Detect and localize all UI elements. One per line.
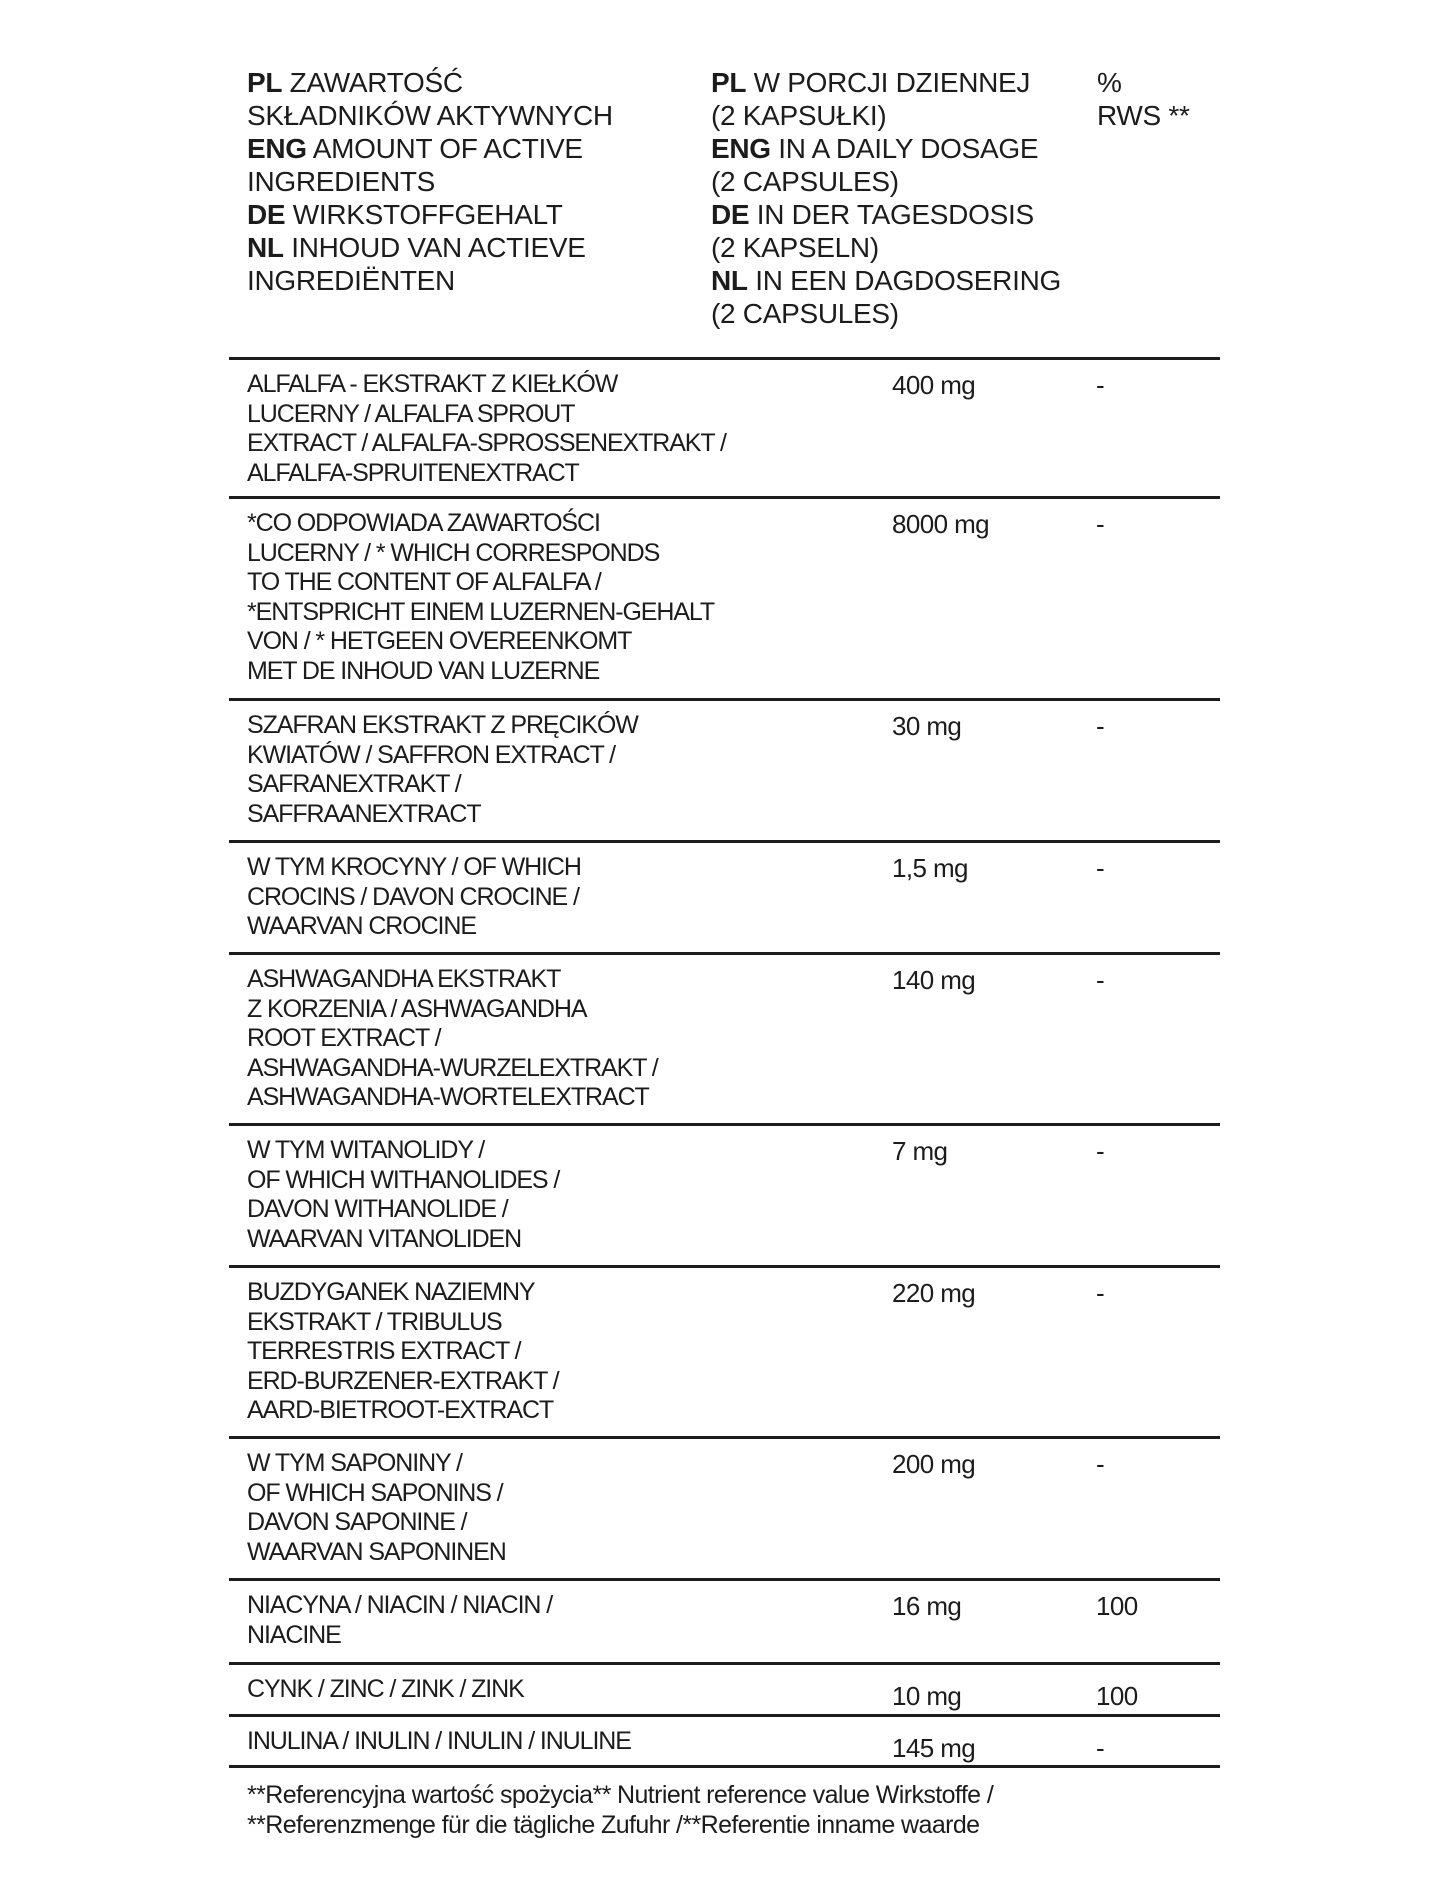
ingredient-amount: 200 mg — [892, 1449, 976, 1479]
ingredient-name-line: ERD-BURZENER-EXTRAKT / — [247, 1366, 559, 1395]
header-text: (2 CAPSULES) — [711, 298, 899, 329]
language-code: DE — [247, 199, 286, 230]
ingredient-name-line: NIACINE — [247, 1620, 341, 1649]
ingredient-name-line: DAVON SAPONINE / — [247, 1508, 467, 1537]
ingredient-name-line: TO THE CONTENT OF ALFALFA / — [247, 568, 601, 597]
ingredient-name-line: OF WHICH SAPONINS / — [247, 1478, 503, 1507]
header-ingredients-column — [247, 66, 667, 297]
ingredient-name-line: SAFFRAANEXTRACT — [247, 799, 481, 828]
header-line — [247, 198, 667, 231]
ingredient-name-line: ROOT EXTRACT / — [247, 1024, 441, 1053]
table-row — [229, 952, 1220, 1123]
header-text: IN EEN DAGDOSERING — [755, 265, 1061, 296]
ingredient-rws-percent: - — [1096, 853, 1105, 883]
ingredient-amount: 8000 mg — [892, 509, 989, 539]
ingredient-name-line: WAARVAN CROCINE — [247, 912, 476, 941]
header-line — [247, 165, 667, 198]
header-line — [1097, 66, 1237, 99]
header-text: WIRKSTOFFGEHALT — [292, 199, 563, 230]
footnote-line: **Referencyjna wartość spożycia** Nutrient reference value Wirkstoffe / — [247, 1781, 994, 1809]
language-code: NL — [247, 232, 284, 263]
header-line — [711, 132, 1091, 165]
ingredient-amount: 400 mg — [892, 370, 976, 400]
table-row — [229, 840, 1220, 952]
ingredient-name-line: WAARVAN VITANOLIDEN — [247, 1224, 522, 1253]
ingredient-name — [229, 1717, 807, 1757]
ingredient-name-line: *ENTSPRICHT EINEM LUZERNEN-GEHALT — [247, 597, 715, 626]
table-row — [229, 1436, 1220, 1578]
ingredient-name — [229, 843, 807, 942]
header-line — [247, 132, 667, 165]
header-text: INGREDIENTS — [247, 166, 436, 197]
ingredient-name — [229, 1126, 807, 1254]
ingredient-rws-percent: - — [1096, 711, 1105, 741]
ingredient-name-line: ASHWAGANDHA-WORTELEXTRACT — [247, 1083, 649, 1112]
header-line — [711, 99, 1091, 132]
ingredient-name-line: KWIATÓW / SAFFRON EXTRACT / — [247, 740, 615, 769]
header-daily-dosage-column — [711, 66, 1091, 330]
header-line — [711, 198, 1091, 231]
header-text: IN DER TAGESDOSIS — [756, 199, 1034, 230]
header-line — [247, 264, 667, 297]
table-row — [229, 496, 1220, 698]
ingredient-name — [229, 1581, 807, 1650]
ingredient-name-line: ALFALFA-SPRUITENEXTRACT — [247, 458, 579, 487]
ingredient-rws-percent: - — [1096, 509, 1105, 539]
ingredient-name-line: MET DE INHOUD VAN LUZERNE — [247, 656, 600, 685]
ingredient-amount: 1,5 mg — [892, 853, 968, 883]
header-line — [711, 231, 1091, 264]
ingredient-name-line: W TYM KROCYNY / OF WHICH — [247, 853, 581, 881]
ingredient-name-line: WAARVAN SAPONINEN — [247, 1537, 506, 1566]
table-row — [229, 1714, 1220, 1768]
header-line — [711, 297, 1091, 330]
language-code: PL — [711, 67, 747, 98]
ingredient-name-line: ASHWAGANDHA EKSTRAKT — [247, 965, 561, 993]
table-row — [229, 1578, 1220, 1662]
header-text: W PORCJI DZIENNEJ — [753, 67, 1031, 98]
ingredient-rws-percent: - — [1096, 965, 1105, 995]
header-line — [247, 231, 667, 264]
ingredient-rws-percent: 100 — [1096, 1591, 1138, 1621]
ingredient-name-line: OF WHICH WITHANOLIDES / — [247, 1165, 560, 1194]
ingredient-name — [229, 1439, 807, 1567]
header-line — [247, 99, 667, 132]
language-code: ENG — [711, 133, 771, 164]
header-text: (2 KAPSELN) — [711, 232, 879, 263]
ingredient-name — [229, 701, 807, 829]
ingredient-amount: 140 mg — [892, 965, 976, 995]
ingredient-name-line: Z KORZENIA / ASHWAGANDHA — [247, 994, 587, 1023]
ingredient-amount: 16 mg — [892, 1591, 962, 1621]
header-text: INGREDIËNTEN — [247, 265, 455, 296]
ingredient-amount: 7 mg — [892, 1136, 948, 1166]
ingredient-name-line: LUCERNY / * WHICH CORRESPONDS — [247, 538, 660, 567]
language-code: NL — [711, 265, 748, 296]
header-text: IN A DAILY DOSAGE — [778, 133, 1039, 164]
language-code: ENG — [247, 133, 307, 164]
table-row — [229, 1265, 1220, 1436]
table-row — [229, 357, 1220, 496]
ingredient-name-line: TERRESTRIS EXTRACT / — [247, 1337, 521, 1366]
header-text: (2 KAPSUŁKI) — [711, 100, 887, 131]
ingredient-name-line: *CO ODPOWIADA ZAWARTOŚCI — [247, 509, 600, 537]
ingredients-table — [229, 357, 1220, 1768]
ingredient-name-line: DAVON WITHANOLIDE / — [247, 1195, 508, 1224]
ingredient-name-line: ALFALFA - EKSTRAKT Z KIEŁKÓW — [247, 370, 618, 398]
ingredient-name-line: CYNK / ZINC / ZINK / ZINK — [247, 1675, 524, 1703]
header-text: (2 CAPSULES) — [711, 166, 899, 197]
header-line — [711, 66, 1091, 99]
ingredient-rws-percent: - — [1096, 1733, 1105, 1763]
ingredient-name — [229, 1268, 807, 1426]
table-row — [229, 1662, 1220, 1714]
footnote-line: **Referenzmenge für die tägliche Zufuhr /**Referentie inname waarde — [247, 1811, 980, 1839]
header-text: ZAWARTOŚĆ — [289, 67, 463, 98]
ingredient-name-line: BUZDYGANEK NAZIEMNY — [247, 1278, 535, 1306]
ingredient-name-line: W TYM WITANOLIDY / — [247, 1136, 485, 1164]
header-text: RWS ** — [1097, 100, 1190, 131]
table-row — [229, 1123, 1220, 1265]
ingredient-name — [229, 360, 807, 488]
header-text: INHOUD VAN ACTIEVE — [291, 232, 586, 263]
ingredient-name-line: SZAFRAN EKSTRAKT Z PRĘCIKÓW — [247, 711, 638, 739]
ingredient-name-line: W TYM SAPONINY / — [247, 1449, 462, 1477]
header-rws-column — [1097, 66, 1237, 132]
ingredient-name — [229, 955, 807, 1113]
table-row — [229, 698, 1220, 840]
ingredient-name-line: EXTRACT / ALFALFA-SPROSSENEXTRAKT / — [247, 429, 726, 458]
ingredient-name-line: SAFRANEXTRAKT / — [247, 770, 461, 799]
footnote — [247, 1780, 1247, 1840]
ingredient-name-line: EKSTRAKT / TRIBULUS — [247, 1307, 502, 1336]
header-text: % — [1097, 67, 1122, 98]
ingredient-amount: 10 mg — [892, 1681, 962, 1711]
ingredient-rws-percent: - — [1096, 1136, 1105, 1166]
header-text: AMOUNT OF ACTIVE — [312, 133, 583, 164]
ingredient-rws-percent: - — [1096, 1449, 1105, 1479]
header-text: SKŁADNIKÓW AKTYWNYCH — [247, 100, 613, 131]
ingredient-name-line: AARD-BIETROOT-EXTRACT — [247, 1396, 554, 1425]
ingredient-name-line: ASHWAGANDHA-WURZELEXTRAKT / — [247, 1053, 658, 1082]
language-code: PL — [247, 67, 283, 98]
ingredient-amount: 220 mg — [892, 1278, 976, 1308]
ingredient-name-line: CROCINS / DAVON CROCINE / — [247, 882, 579, 911]
language-code: DE — [711, 199, 750, 230]
ingredient-name-line: LUCERNY / ALFALFA SPROUT — [247, 399, 575, 428]
header-line — [247, 66, 667, 99]
header-line — [711, 264, 1091, 297]
header-line — [711, 165, 1091, 198]
ingredient-name-line: NIACYNA / NIACIN / NIACIN / — [247, 1591, 553, 1619]
ingredient-name-line: VON / * HETGEEN OVEREENKOMT — [247, 627, 632, 656]
ingredient-name — [229, 499, 807, 687]
ingredient-rws-percent: - — [1096, 1278, 1105, 1308]
ingredient-amount: 145 mg — [892, 1733, 976, 1763]
header-line — [1097, 99, 1237, 132]
ingredient-name-line: INULINA / INULIN / INULIN / INULINE — [247, 1727, 631, 1755]
ingredient-name — [229, 1665, 807, 1705]
ingredient-rws-percent: 100 — [1096, 1681, 1138, 1711]
ingredient-amount: 30 mg — [892, 711, 962, 741]
ingredient-rws-percent: - — [1096, 370, 1105, 400]
